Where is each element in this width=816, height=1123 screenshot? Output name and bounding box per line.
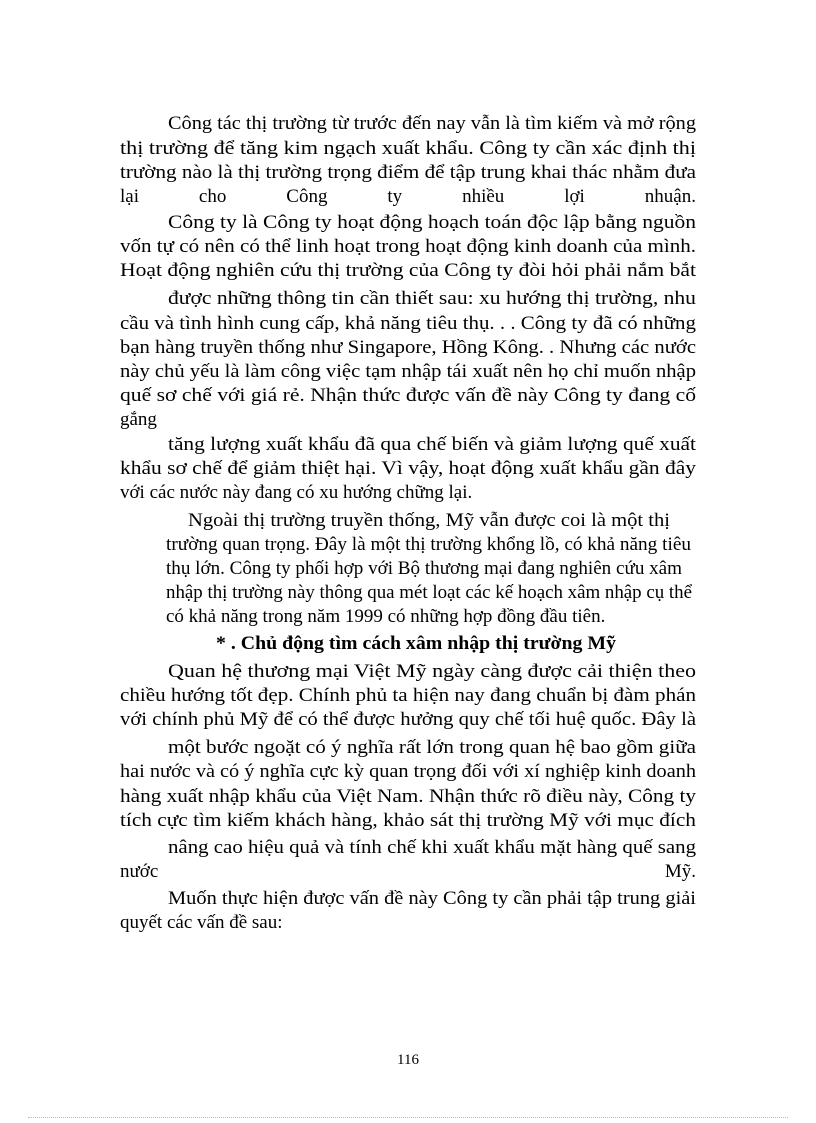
text-line: thị trường để tăng kim ngạch xuất khẩu. Công ty cần xác định thị — [120, 138, 696, 159]
word: nhuận. — [644, 186, 696, 207]
text-line: bạn hàng truyền thống như Singapore, Hồng Kông. . Nhưng các nước — [120, 337, 697, 358]
text-line: Ngoài thị trường truyền thống, Mỹ vẫn được coi là một thị — [188, 510, 671, 531]
word: ty — [387, 186, 403, 207]
text-line: quế sơ chế với giá rẻ. Nhận thức được vấn đề này Công ty đang cố — [120, 385, 697, 406]
text-line: hai nước và có ý nghĩa cực kỳ quan trọng đối với xí nghiệp kinh doanh — [120, 761, 697, 782]
word: Công — [286, 186, 328, 207]
word: cho — [198, 186, 227, 207]
text-line: Công tác thị trường từ trước đến nay vẫn là tìm kiếm và mở rộng — [168, 113, 696, 134]
text-line: được những thông tin cần thiết sau: xu hướng thị trường, nhu — [168, 288, 696, 309]
word: lại — [120, 186, 139, 207]
text-line: này chủ yếu là làm công việc tạm nhập tái xuất nên họ chỉ muốn nhập — [120, 361, 697, 382]
justified-line — [120, 185, 696, 209]
text-line: Công ty là Công ty hoạt động hoạch toán độc lập bằng nguồn — [168, 212, 697, 233]
text-line: có khả năng trong năm 1999 có những hợp đồng đầu tiên. — [166, 606, 606, 627]
word: nhiều — [462, 186, 505, 207]
footer-divider — [28, 1117, 788, 1118]
text-line: vốn tự có nên có thể linh hoạt trong hoạt động kinh doanh của mình. — [120, 236, 697, 257]
text-line: với các nước này đang có xu hướng chững lại. — [120, 482, 473, 503]
text-line: Quan hệ thương mại Việt Mỹ ngày càng được cải thiện theo — [168, 661, 697, 682]
text-line: thụ lớn. Công ty phối hợp với Bộ thương mại đang nghiên cứu xâm — [166, 558, 683, 579]
text-line: với chính phủ Mỹ để có thể được hưởng quy chế tối huệ quốc. Đây là — [120, 709, 697, 730]
text-line: tăng lượng xuất khẩu đã qua chế biến và giảm lượng quế xuất — [168, 434, 697, 455]
line-start-word: nước — [120, 861, 159, 882]
text-line: hàng xuất nhập khẩu của Việt Nam. Nhận thức rõ điều này, Công ty — [120, 786, 697, 807]
text-line: nâng cao hiệu quả và tính chế khi xuất khẩu mặt hàng quế sang — [168, 837, 697, 858]
text-line: cầu và tình hình cung cấp, khả năng tiêu thụ. . . Công ty đã có những — [120, 313, 696, 334]
text-line: tích cực tìm kiếm khách hàng, khảo sát thị trường Mỹ với mục đích — [120, 810, 696, 831]
text-line: gắng — [120, 409, 157, 430]
text-line: Hoạt động nghiên cứu thị trường của Công ty đòi hỏi phải nắm bắt — [120, 260, 696, 281]
justified-line — [120, 860, 696, 884]
word: lợi — [564, 186, 585, 207]
line-end-word: Mỹ. — [664, 861, 696, 882]
text-line: Muốn thực hiện được vấn đề này Công ty cần phải tập trung giải — [168, 888, 696, 909]
section-heading: * . Chủ động tìm cách xâm nhập thị trường Mỹ — [216, 633, 616, 654]
text-line: trường quan trọng. Đây là một thị trường khổng lồ, có khả năng tiêu — [166, 534, 691, 555]
text-line: nhập thị trường này thông qua mét loạt các kế hoạch xâm nhập cụ thể — [166, 582, 693, 603]
text-line: quyết các vấn đề sau: — [120, 912, 283, 933]
text-line: trường nào là thị trường trọng điểm để tập trung khai thác nhằm đưa — [120, 162, 697, 183]
text-line: một bước ngoặt có ý nghĩa rất lớn trong quan hệ bao gồm giữa — [168, 737, 696, 758]
page-number: 116 — [397, 1052, 419, 1068]
text-line: khẩu sơ chế để giảm thiệt hại. Vì vậy, hoạt động xuất khẩu gần đây — [120, 458, 696, 479]
text-line: chiều hướng tốt đẹp. Chính phủ ta hiện nay đang chuẩn bị đàm phán — [120, 685, 696, 706]
